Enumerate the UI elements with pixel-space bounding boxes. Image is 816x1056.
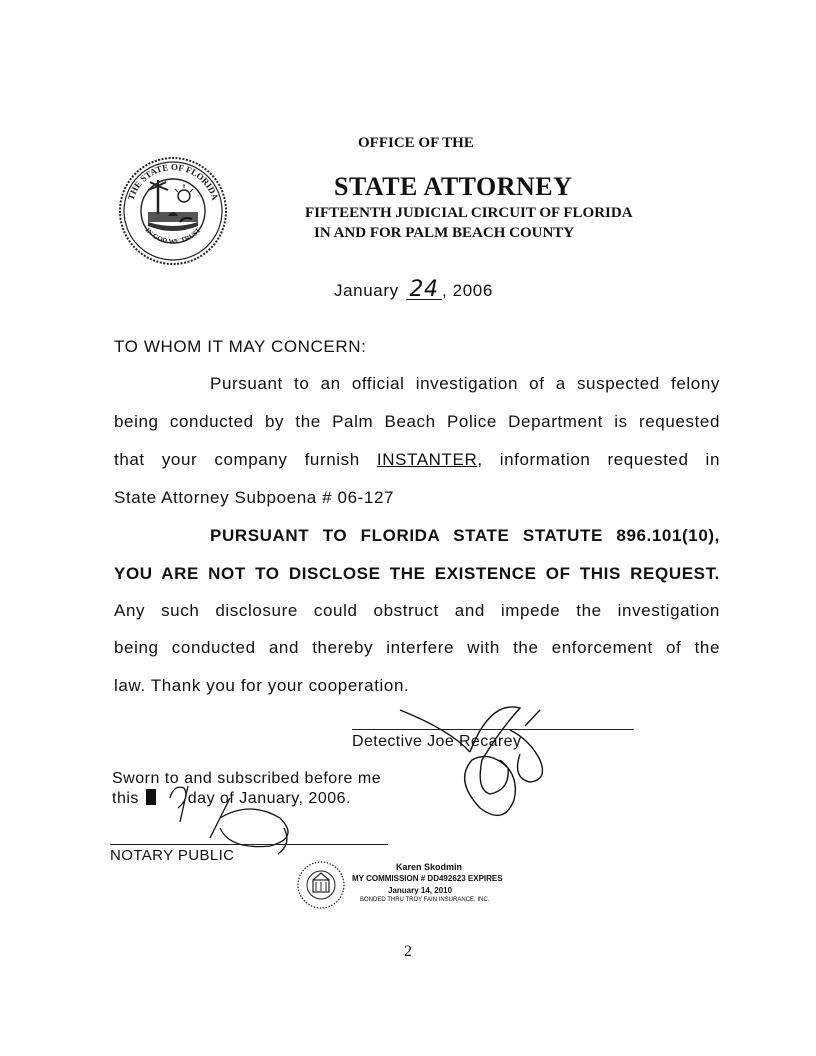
svg-text:THE STATE OF FLORIDA: THE STATE OF FLORIDA bbox=[125, 161, 221, 202]
stamp-name: Karen Skodmin bbox=[396, 862, 463, 872]
date-line bbox=[334, 277, 493, 302]
paragraph-2-line-4: being conducted and thereby interfere with the enforcement of the bbox=[114, 638, 720, 657]
detective-name: Detective Joe Recarey bbox=[352, 733, 522, 750]
line-3-lead: that your company furnish bbox=[114, 450, 377, 469]
state-attorney-title: STATE ATTORNEY bbox=[334, 172, 573, 201]
judicial-circuit-line: FIFTEENTH JUDICIAL CIRCUIT OF FLORIDA bbox=[305, 205, 633, 221]
stamp-commission: MY COMMISSION # DD492623 EXPIRES bbox=[352, 874, 503, 883]
salutation: TO WHOM IT MAY CONCERN: bbox=[114, 337, 367, 356]
county-line: IN AND FOR PALM BEACH COUNTY bbox=[314, 225, 575, 241]
line-3-tail: , information requested in bbox=[477, 450, 720, 469]
this-label: this bbox=[112, 790, 139, 807]
state-seal-icon bbox=[118, 156, 228, 266]
sworn-statement: Sworn to and subscribed before me bbox=[112, 770, 382, 787]
detective-signature-scrawl bbox=[380, 690, 560, 830]
paragraph-2-line-3: Any such disclosure could obstruct and impede the investigation bbox=[114, 601, 720, 620]
redacted-day bbox=[146, 789, 156, 805]
office-of-heading: OFFICE OF THE bbox=[358, 135, 474, 151]
notary-signature-line bbox=[110, 844, 388, 845]
state-seal bbox=[118, 156, 228, 266]
notary-seal-icon bbox=[296, 860, 346, 910]
notary-public-label: NOTARY PUBLIC bbox=[110, 847, 235, 864]
instanter-emphasis: INSTANTER bbox=[376, 450, 478, 469]
notary-signature-scrawl bbox=[160, 778, 310, 858]
svg-text:IN GOD WE TRUST: IN GOD WE TRUST bbox=[143, 226, 203, 246]
date-year: , 2006 bbox=[442, 281, 493, 300]
paragraph-1-line-1: Pursuant to an official investigation of a suspected felony bbox=[210, 374, 720, 393]
paragraph-1-line-2: being conducted by the Palm Beach Police Department is requested bbox=[114, 412, 720, 431]
nondisclosure-notice-line: YOU ARE NOT TO DISCLOSE THE EXISTENCE OF THIS REQUEST. bbox=[114, 564, 720, 583]
day-month-year: day of January, 2006. bbox=[187, 790, 351, 807]
stamp-expiry: January 14, 2010 bbox=[388, 886, 453, 895]
paragraph-1-line-4: State Attorney Subpoena # 06-127 bbox=[114, 488, 395, 507]
paragraph-2-line-5: law. Thank you for your cooperation. bbox=[114, 676, 410, 695]
paragraph-1-line-3 bbox=[114, 450, 720, 470]
date-month: January bbox=[334, 281, 399, 300]
notary-stamp bbox=[296, 860, 526, 912]
statute-notice-line: PURSUANT TO FLORIDA STATE STATUTE 896.101(10), bbox=[210, 526, 720, 545]
page-number: 2 bbox=[404, 943, 412, 960]
date-day-handwritten: 24 bbox=[406, 281, 442, 300]
stamp-bond: BONDED THRU TROY FAIN INSURANCE, INC. bbox=[360, 897, 490, 903]
